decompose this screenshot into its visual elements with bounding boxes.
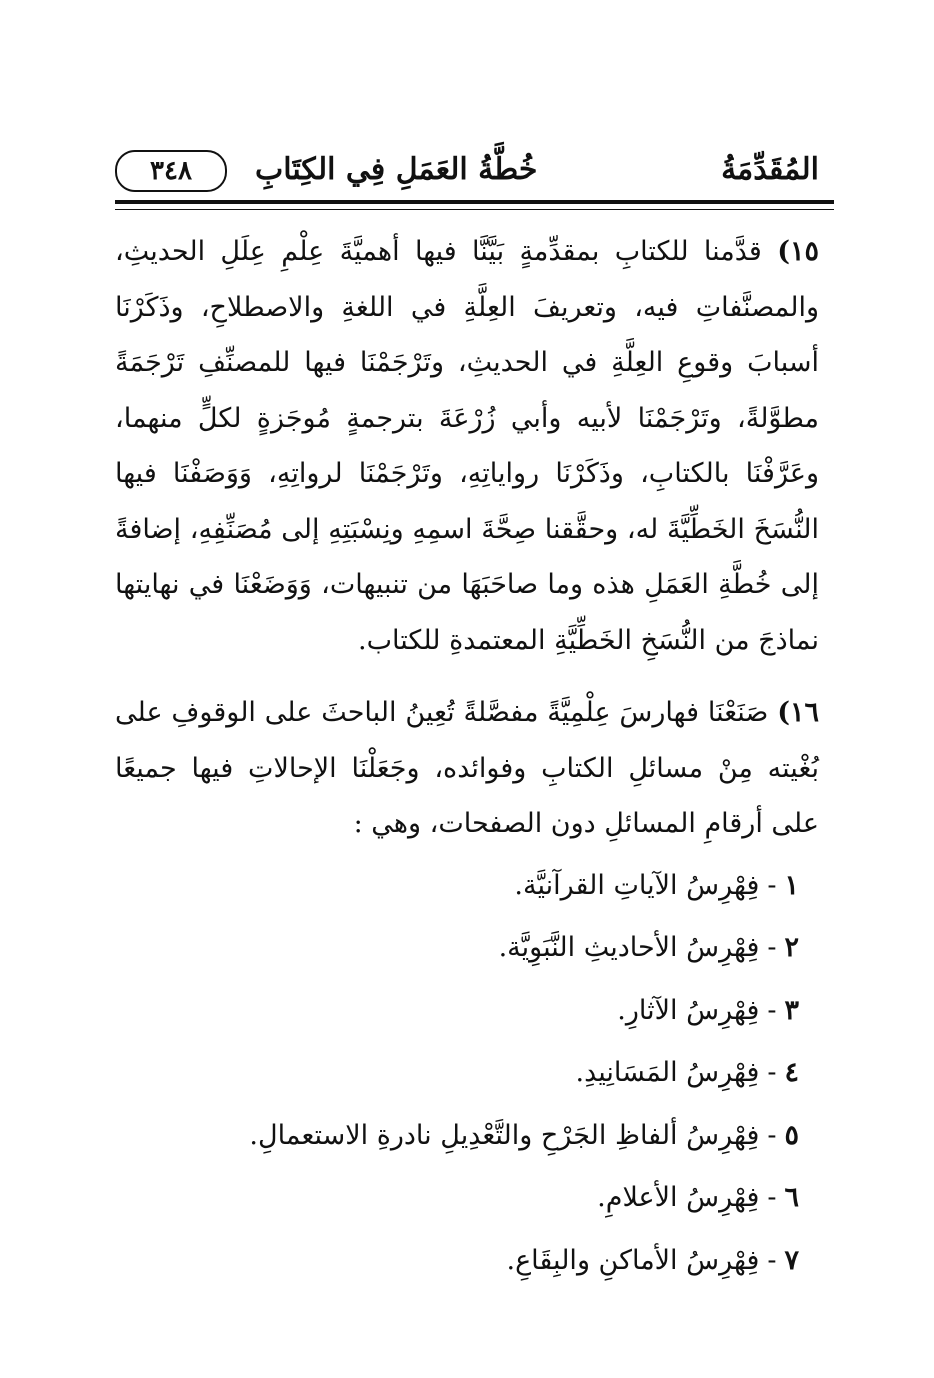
list-item-text: فِهْرِسُ ألفاظِ الجَرْحِ والتَّعْدِيلِ نادرةِ الاستعمالِ.: [249, 1119, 760, 1151]
page-number: ٣٤٨: [115, 150, 227, 192]
list-item-text: فِهْرِسُ الأحاديثِ النَّبَوِيَّة.: [498, 932, 760, 963]
list-item: ٣-فِهْرِسُ الآثارِ.: [617, 994, 799, 1026]
list-item-number: ٣: [784, 994, 799, 1026]
section-title: المُقَدِّمَةُ: [721, 152, 819, 187]
list-item: ٤-فِهْرِسُ المَسَانِيدِ.: [575, 1057, 799, 1088]
header-rule-thick: [115, 200, 834, 204]
header-rule-thin: [115, 209, 834, 210]
list-item-number: ٥: [784, 1119, 799, 1151]
list-item-number: ٢: [784, 932, 799, 963]
list-item-number: ٦: [784, 1182, 799, 1213]
list-item-text: فِهْرِسُ الآياتِ القرآنيَّة.: [514, 869, 760, 901]
list-item-text: فِهْرِسُ الأعلامِ.: [597, 1182, 760, 1213]
list-item-text: فِهْرِسُ المَسَانِيدِ.: [575, 1057, 760, 1088]
list-item: ٢-فِهْرِسُ الأحاديثِ النَّبَوِيَّة.: [498, 932, 799, 963]
paragraph-16: [115, 685, 819, 852]
index-list: [115, 855, 819, 1293]
list-item: ١-فِهْرِسُ الآياتِ القرآنيَّة.: [514, 869, 799, 901]
page-body: [115, 224, 819, 1292]
paragraph-15: [115, 224, 819, 668]
list-item: ٦-فِهْرِسُ الأعلامِ.: [597, 1182, 799, 1213]
running-title: خُطَّةُ العَمَلِ فِي الكِتَابِ: [255, 152, 538, 187]
list-item-number: ٤: [784, 1057, 799, 1088]
paragraph-text: صَنَعْنَا فهارسَ عِلْمِيَّةً مفصَّلةً تُعِينُ الباحثَ على الوقوفِ على بُغْيته مِنْ مسائلِ الكتابِ وفوائده، وجَعَلْنَا الإحالاتِ فيها جميعًا على أرقامِ المسائلِ دون الصفحات، وهي :: [115, 697, 819, 839]
paragraph-number: ١٦): [777, 697, 819, 728]
list-item: ٧-فِهْرِسُ الأماكنِ والبِقَاعِ.: [506, 1244, 799, 1276]
list-item-number: ١: [784, 869, 799, 901]
list-item: ٥-فِهْرِسُ ألفاظِ الجَرْحِ والتَّعْدِيلِ نادرةِ الاستعمالِ.: [249, 1119, 799, 1151]
list-item-number: ٧: [784, 1244, 799, 1276]
page-header: [115, 150, 819, 194]
paragraph-text: قدَّمنا للكتابِ بمقدِّمةٍ بَيَّنَّا فيها أهميَّةَ عِلْمِ عِلَلِ الحديثِ، والمصنَّفاتِ فيه، وتعريفَ العِلَّةِ في اللغةِ والاصطلاحِ، وذَكَرْنَا أسبابَ وقوعِ العِلَّةِ في الحديثِ، وتَرْجَمْنَا فيها للمصنِّفِ تَرْجَمَةً مطوَّلةً، وتَرْجَمْنَا لأبيه وأبي زُرْعَةَ بترجمةٍ مُوجَزةٍ لكلٍّ منهما، وعَرَّفْنَا بالكتابِ، وذَكَرْنَا رواياتِهِ، وتَرْجَمْنَا لرواتِهِ، وَوَصَفْنَا فيها النُّسَخَ الخَطِّيَّةَ له، وحقَّقنا صِحَّةَ اسمِهِ ونِسْبَتِهِ إلى مُصَنِّفِهِ، إضافةً إلى خُطَّةِ العَمَلِ هذه وما صاحَبَهَا من تنبيهات، وَوَضَعْنَا في نهايتها نماذجَ من النُّسَخِ الخَطِّيَّةِ المعتمدةِ للكتاب.: [115, 236, 819, 656]
list-item-text: فِهْرِسُ الأماكنِ والبِقَاعِ.: [506, 1244, 760, 1276]
list-item-text: فِهْرِسُ الآثارِ.: [617, 994, 760, 1026]
paragraph-number: ١٥): [777, 236, 819, 267]
